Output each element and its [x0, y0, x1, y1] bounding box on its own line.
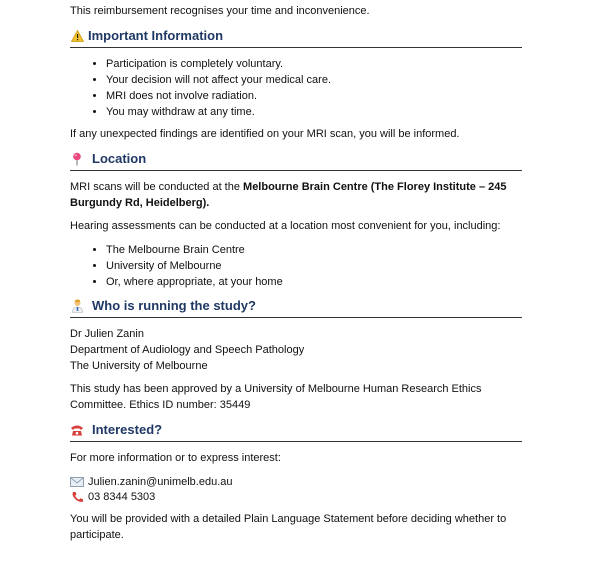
- envelope-icon: [70, 475, 84, 489]
- list-item: • Your decision will not affect your medical care.: [106, 72, 522, 88]
- ethics-text: This study has been approved by a University of Melbourne Human Research Ethics Committee. Ethics ID number: 35449: [70, 383, 482, 411]
- list-item: • MRI does not involve radiation.: [106, 88, 522, 104]
- running-heading: [70, 296, 522, 318]
- mri-location-prefix: MRI scans will be conducted at the: [70, 181, 244, 193]
- closing-text: You will be provided with a detailed Plain Language Statement before deciding whether to participate.: [70, 513, 507, 541]
- mri-location-place: Melbourne Brain Centre (The Florey Institute – 245 Burgundy Rd, Heidelberg).: [70, 181, 507, 209]
- location-heading: [70, 149, 522, 171]
- email-line: [70, 474, 522, 489]
- researcher-university: The University of Melbourne: [70, 360, 208, 372]
- list-item: • Or, where appropriate, at your home: [106, 274, 522, 290]
- important-title: Important Information: [88, 28, 224, 43]
- location-title: Location: [92, 151, 147, 166]
- researcher-department: Department of Audiology and Speech Pathology: [70, 344, 305, 356]
- email-link[interactable]: Julien.zanin@unimelb.edu.au: [88, 475, 233, 488]
- hearing-text: Hearing assessments can be conducted at a location most convenient for you, including:: [70, 220, 501, 232]
- telephone-icon: [70, 490, 84, 504]
- mri-location-text: [70, 179, 522, 211]
- interested-title: Interested?: [92, 422, 163, 437]
- scientist-icon: [70, 299, 84, 313]
- findings-note: If any unexpected findings are identified on your MRI scan, you will be informed.: [70, 128, 460, 140]
- location-list: [70, 242, 522, 290]
- warning-icon: [70, 29, 84, 43]
- phone-line: [70, 489, 522, 504]
- phone-number[interactable]: 03 8344 5303: [88, 490, 156, 503]
- document-content: [70, 3, 522, 543]
- reimbursement-text: This reimbursement recognises your time and inconvenience.: [70, 5, 370, 17]
- running-title: Who is running the study?: [92, 298, 256, 313]
- telephone-icon: [70, 423, 84, 437]
- important-list: [70, 56, 522, 120]
- list-item: • The Melbourne Brain Centre: [106, 242, 522, 258]
- interested-heading: [70, 420, 522, 442]
- list-item: • University of Melbourne: [106, 258, 522, 274]
- list-item: • You may withdraw at any time.: [106, 104, 522, 120]
- list-item: • Participation is completely voluntary.: [106, 56, 522, 72]
- interest-intro: For more information or to express interest:: [70, 452, 281, 464]
- pushpin-icon: [70, 152, 84, 166]
- researcher-name: Dr Julien Zanin: [70, 328, 144, 340]
- important-heading: [70, 26, 522, 48]
